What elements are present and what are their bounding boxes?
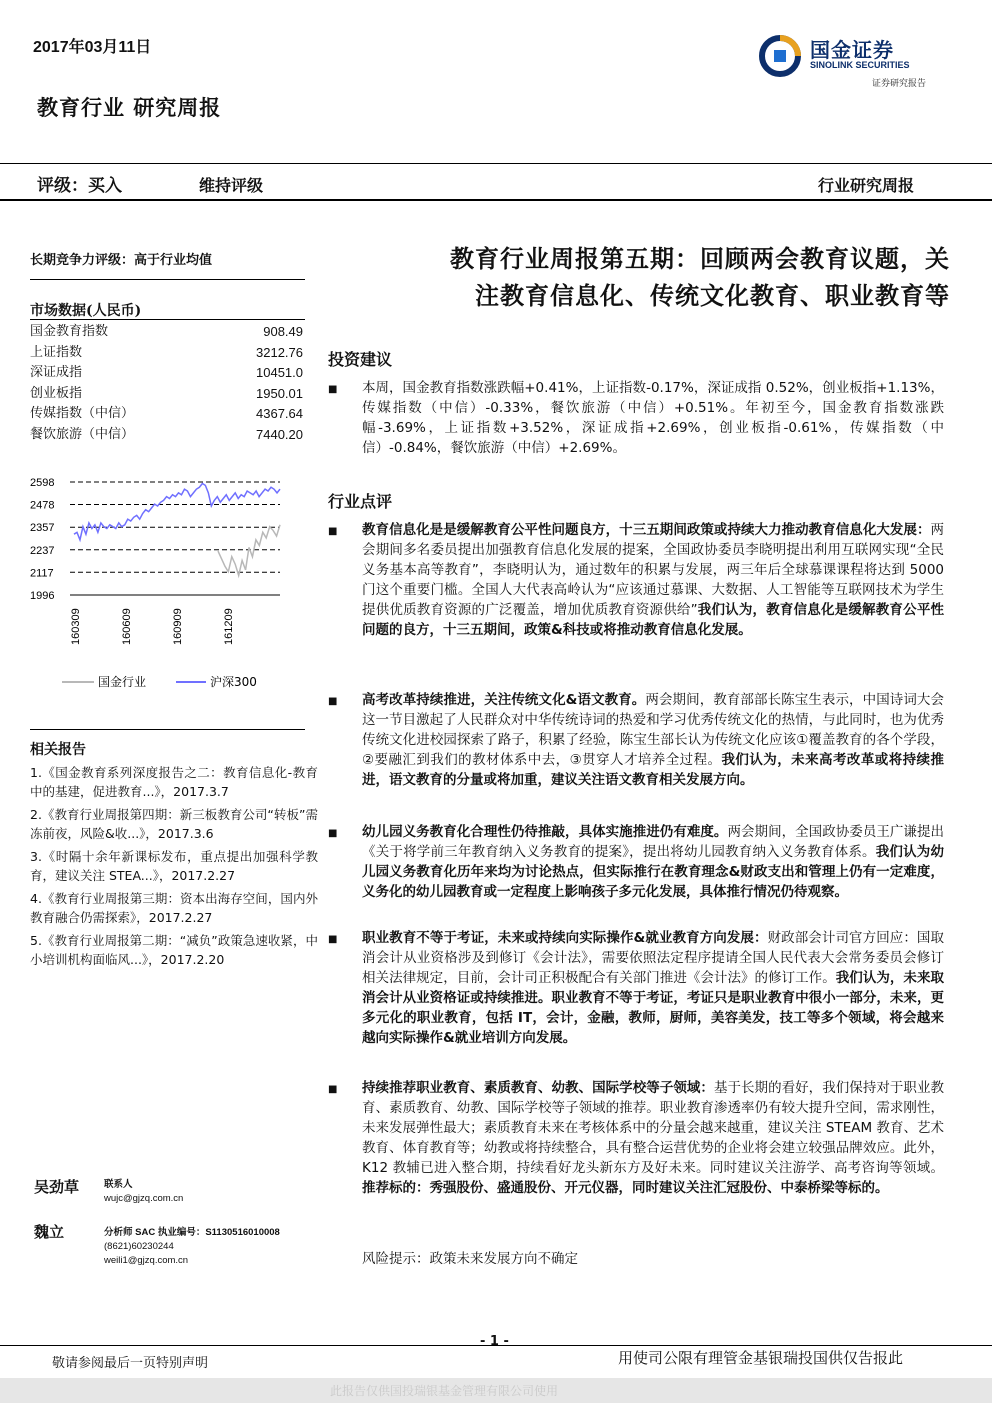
y-tick-label: 2117 xyxy=(30,567,54,580)
market-row xyxy=(30,322,305,343)
bullet-icon: ■ xyxy=(328,1084,338,1095)
paragraph-conclusion: 我们认为幼儿园义务教育化历年来均为讨论热点，但实际推行在教育理念&财政支出和管理上仍有一定难度，义务化的幼儿园教育或一定程度上影响孩子多元化发展，具体推行情况仍待观察。 xyxy=(362,844,945,900)
paragraph-lead: 高考改革持续推进，关注传统文化&语文教育。 xyxy=(362,692,646,708)
market-row xyxy=(30,404,305,425)
x-tick-label: 161209 xyxy=(223,608,235,645)
sinolink-logo-icon xyxy=(758,34,802,78)
analyst-role: 分析师 SAC 执业编号：S1130516010008 xyxy=(104,1227,280,1238)
market-name: 创业板指 xyxy=(30,385,83,401)
paragraph-body: 财政部会计司官方回应：国取消会计从业资格涉及到修订《会计法》，需要依照法定程序提请全国人民代表大会常务委员会修订相关法律规定，目前，会计司正积极配合有关部门推进《会计法》的修订工作。 xyxy=(362,930,944,986)
comment-section-title: 行业点评 xyxy=(328,492,393,511)
report-title xyxy=(320,240,950,314)
report-title-line2: 注教育信息化、传统文化教育、职业教育等 xyxy=(475,281,950,310)
paragraph-conclusion: 我们认为，未来高考改革或将持续推进，语文教育的分量或将加重，建议关注语文教育相关发展方向。 xyxy=(362,752,944,788)
market-value: 10451.0 xyxy=(256,365,303,380)
series-line-hs300 xyxy=(74,484,280,540)
report-date: 2017年03月11日 xyxy=(33,39,152,56)
header-divider-thick xyxy=(0,199,992,201)
comment-paragraph-4 xyxy=(362,928,944,1048)
comment-paragraph-3 xyxy=(362,822,944,902)
market-name: 国金教育指数 xyxy=(30,324,109,339)
related-report-item[interactable]: 2.《教育行业周报第四期：新三板教育公司“转板”需冻前夜，风险&收...》，2017.3.6 xyxy=(30,807,318,841)
market-name: 传媒指数（中信） xyxy=(30,406,135,421)
related-reports-list xyxy=(30,763,318,973)
paragraph-conclusion: 推荐标的：秀强股份、盛通股份、开元仪器，同时建议关注汇冠股份、中泰桥梁等标的。 xyxy=(362,1180,889,1196)
y-tick-label: 2478 xyxy=(30,499,55,512)
market-value: 7440.20 xyxy=(256,426,303,442)
contact-name: 吴劲草 xyxy=(34,1178,80,1196)
x-tick-label: 160609 xyxy=(121,608,133,645)
logo-subtitle: 证券研究报告 xyxy=(872,79,927,89)
invest-paragraph: 本周，国金教育指数涨跌幅+0.41%，上证指数-0.17%，深证成指 0.52%，创业板指+1.13%，传媒指数（中信）-0.33%，餐饮旅游（中信）+0.51%。年初至今，国金教育指数涨跌幅-3.69%，上证指数+3.52%，深证成指+2.69%，创业板指-0.61%，传媒指数（中信）-0.84%，餐饮旅游（中信）+2.69%。 xyxy=(362,380,944,456)
market-row xyxy=(30,384,305,405)
sinolink-logo xyxy=(758,28,958,94)
footer-disclaimer: 敬请参阅最后一页特别声明 xyxy=(52,1356,209,1371)
risk-warning: 风险提示：政策未来发展方向不确定 xyxy=(362,1251,578,1267)
market-name: 深证成指 xyxy=(30,365,83,380)
long-term-rating: 长期竞争力评级：高于行业均值 xyxy=(30,253,213,268)
related-reports-title: 相关报告 xyxy=(30,742,86,758)
left-divider xyxy=(30,319,305,320)
bullet-icon: ■ xyxy=(328,828,338,839)
comment-paragraph-1 xyxy=(362,520,944,640)
left-divider xyxy=(30,279,305,280)
left-divider xyxy=(30,729,305,730)
analyst-phone: (8621)60230244 xyxy=(104,1241,174,1252)
market-data-title: 市场数据(人民币) xyxy=(30,303,142,319)
related-report-item[interactable]: 4.《教育行业周报第三期：资本出海存空间，国内外教育融合仍需探索》，2017.2.27 xyxy=(30,891,318,925)
footer-right-text: 用使司公限有理管金基银瑞投国供仅告报此 xyxy=(618,1349,904,1367)
legend-label-hs300: 沪深300 xyxy=(210,675,257,689)
market-value: 908.49 xyxy=(263,324,303,339)
paragraph-body: 基于长期的看好，我们保持对于职业教育、素质教育、幼教、国际学校等子领域的推荐。职业教育渗透率仍有较大提升空间，需求刚性，未来发展弹性最大；素质教育未来在考核体系中的分量会越来越重，建议关注 STEAM 教育、艺术教育、体育教育等；幼教或将持续整合，具有整合运营优势的企业将会建立较强品牌效应。此外，K12 教辅已进入整合期，持续看好龙头新东方及好未来。同时建议关注游学、高考咨询等领域。 xyxy=(362,1080,945,1176)
bullet-icon: ■ xyxy=(328,696,338,707)
x-tick-label: 160309 xyxy=(70,608,82,645)
index-chart-svg xyxy=(28,468,308,708)
y-tick-label: 2598 xyxy=(30,477,55,489)
market-row xyxy=(30,363,305,384)
logo-en-text: SINOLINK SECURITIES xyxy=(810,60,910,70)
report-type: 行业研究周报 xyxy=(818,176,915,195)
paragraph-body: 两会期间多名委员提出加强教育信息化发展的提案，全国政协委员李晓明提出利用互联网实现“全民义务基本高等教育”，李晓明认为，通过数年的积累与发展，两三年后全球慕课课程将达到 5000 门这个重要门槛。全国人大代表高岭认为“应该通过慕课、大数据、人工智能等互联网技术为学生提供优质教育资源的广泛覆盖，增加优质教育资源供给” xyxy=(362,522,944,618)
comment-paragraph-2 xyxy=(362,690,944,790)
industry-title: 教育行业 研究周报 xyxy=(37,95,222,120)
footer-watermark: 此报告仅供国投瑞银基金管理有限公司使用 xyxy=(330,1384,559,1398)
market-row xyxy=(30,425,305,446)
paragraph-lead: 职业教育不等于考证，未来或持续向实际操作&就业教育方向发展： xyxy=(362,930,768,946)
bullet-icon: ■ xyxy=(328,934,338,945)
x-tick-label: 160909 xyxy=(172,608,184,645)
market-row xyxy=(30,343,305,364)
y-tick-label: 1996 xyxy=(30,590,55,602)
paragraph-body: 两会期间，全国政协委员王广谦提出《关于将学前三年教育纳入义务教育的提案》，提出将幼儿园教育纳入义务教育体系。 xyxy=(362,824,945,860)
market-name: 餐饮旅游（中信） xyxy=(30,426,135,442)
market-data-table xyxy=(30,322,305,445)
contact-info xyxy=(104,1178,183,1206)
analyst-info xyxy=(104,1226,280,1268)
legend-label-guojin: 国金行业 xyxy=(98,675,147,689)
footer-divider xyxy=(0,1345,992,1346)
header-divider xyxy=(0,163,992,164)
paragraph-lead: 教育信息化是是缓解教育公平性问题良方，十三五期间政策或持续大力推动教育信息化大发展： xyxy=(362,522,931,538)
rating: 评级：买入 xyxy=(37,176,122,196)
bullet-icon: ■ xyxy=(328,526,338,537)
maintain-rating: 维持评级 xyxy=(199,176,264,195)
contact-email[interactable]: wujc@gjzq.com.cn xyxy=(104,1193,184,1204)
paragraph-conclusion: 我们认为，教育信息化是缓解教育公平性问题的良方，十三五期间，政策&科技或将推动教育信息化发展。 xyxy=(362,602,945,638)
y-tick-label: 2357 xyxy=(30,522,55,535)
related-report-item[interactable]: 5.《教育行业周报第二期：“减负”政策急速收紧，中小培训机构面临风...》，2017.2.20 xyxy=(30,933,318,967)
paragraph-lead: 幼儿园义务教育化合理性仍待推敲，具体实施推进仍有难度。 xyxy=(362,824,728,840)
index-chart xyxy=(28,468,308,708)
report-title-line1: 教育行业周报第五期：回顾两会教育议题，关 xyxy=(450,244,950,273)
paragraph-lead: 持续推荐职业教育、素质教育、幼教、国际学校等子领域： xyxy=(362,1080,714,1096)
market-value: 1950.01 xyxy=(256,385,303,401)
logo-cn-text: 国金证券 xyxy=(810,38,894,62)
comment-paragraph-5 xyxy=(362,1078,944,1198)
market-name: 上证指数 xyxy=(30,344,83,360)
related-report-item[interactable]: 1.《国金教育系列深度报告之二：教育信息化-教育中的基建，促进教育...》，2017.3.7 xyxy=(30,765,318,799)
y-tick-label: 2237 xyxy=(30,544,55,557)
page-number: - 1 - xyxy=(480,1334,509,1349)
bullet-icon: ■ xyxy=(328,384,338,395)
paragraph-body: 两会期间，教育部部长陈宝生表示，中国诗词大会这一节目激起了人民群众对中华传统诗词的热爱和学习优秀传统文化的热情，与此同时，也为优秀传统文化进校园探索了路子，积累了经验，陈宝生部长认为传统文化应该①覆盖教育的各个学段，②要融汇到我们的教材体系中去，③贯穿人才培养全过程。 xyxy=(362,692,944,768)
related-report-item[interactable]: 3.《时隔十余年新课标发布，重点提出加强科学教育，建议关注 STEA...》，2017.2.27 xyxy=(30,849,318,883)
analyst-email[interactable]: weili1@gjzq.com.cn xyxy=(104,1255,189,1266)
analyst-name: 魏立 xyxy=(34,1223,65,1241)
invest-section-title: 投资建议 xyxy=(328,350,393,369)
paragraph-conclusion: 我们认为，未来取消会计从业资格证或持续推进。职业教育不等于考证，考证只是职业教育中很小一部分，未来，更多元化的职业教育，包括 IT，会计，金融，教师，厨师，美容美发，技工等多个领域，将会越来越向实际操作&就业培训方向发展。 xyxy=(362,970,945,1046)
market-value: 3212.76 xyxy=(256,344,303,360)
contact-role: 联系人 xyxy=(104,1179,133,1190)
market-value: 4367.64 xyxy=(256,406,303,421)
